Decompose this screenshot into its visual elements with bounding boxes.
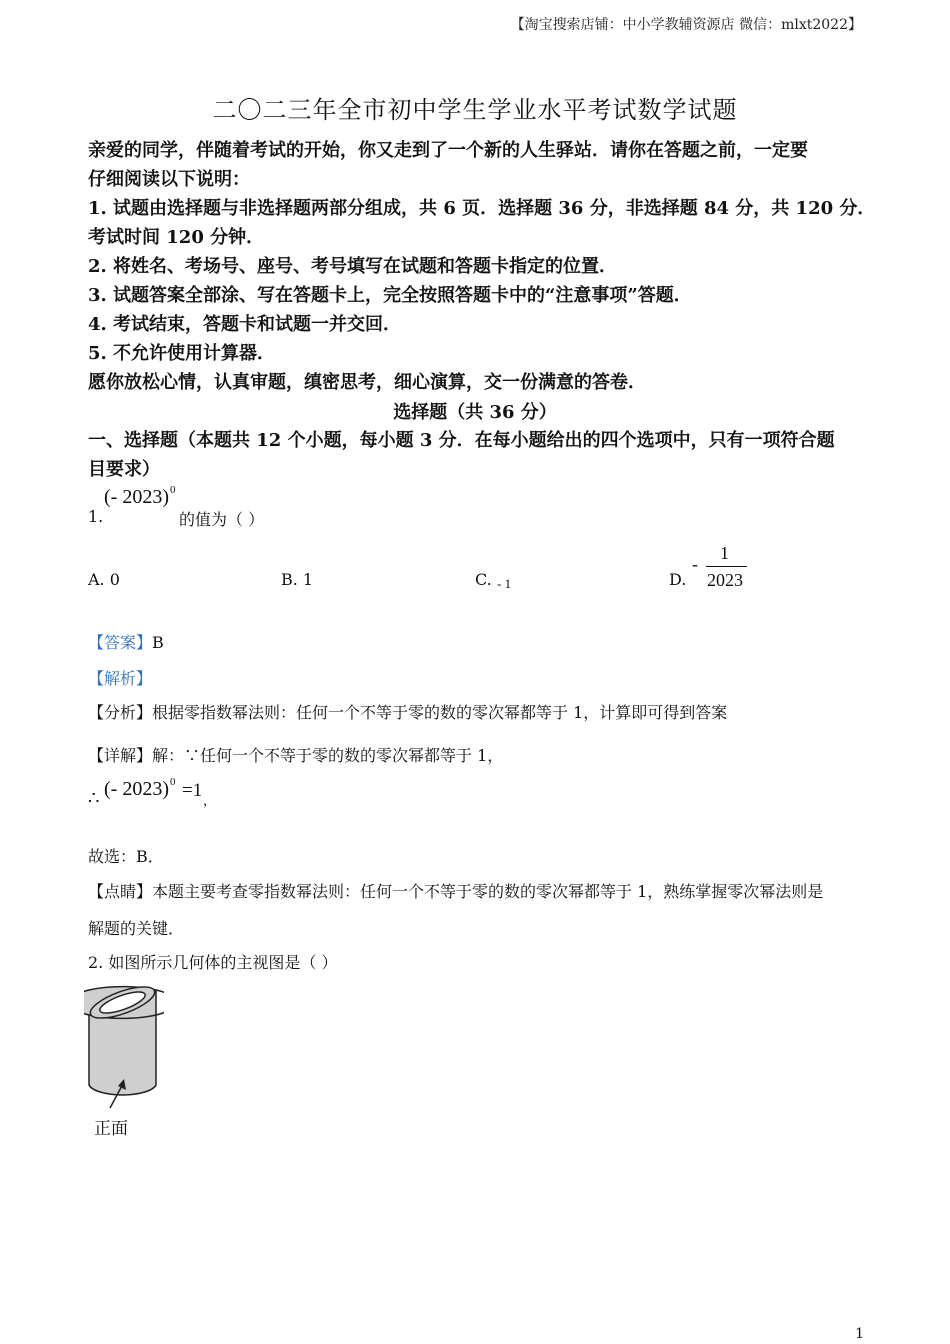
- intro-line: 亲爱的同学，伴随着考试的开始，你又走到了一个新的人生驿站．请你在答题之前，一定要: [88, 140, 808, 161]
- intro-line: 4. 考试结束，答题卡和试题一并交回．: [88, 314, 402, 335]
- part-heading: 目要求）: [88, 459, 160, 480]
- intro-line: 仔细阅读以下说明：: [88, 169, 250, 190]
- page-title: 二〇二三年全市初中学生学业水平考试数学试题: [212, 96, 738, 124]
- calc-comma: ，: [203, 794, 217, 809]
- intro-line: 5. 不允许使用计算器．: [88, 343, 276, 364]
- option-d-denominator: 2023: [707, 570, 743, 590]
- intro-line: 2. 将姓名、考场号、座号、考号填写在试题和答题卡指定的位置．: [88, 256, 618, 277]
- question-stem: 的值为（ ）: [179, 510, 265, 529]
- dianjing-line: 解题的关键．: [88, 919, 185, 938]
- intro-line: 3. 试题答案全部涂、写在答题卡上，完全按照答题卡中的“注意事项”答题．: [88, 285, 692, 306]
- dianjing-line: 【点睛】本题主要考查零指数幂法则：任何一个不等于零的数的零次幂都等于 1，熟练掌握零次幂法则是: [88, 882, 824, 901]
- calc-exponent: 0: [170, 776, 176, 788]
- question-2-stem: 2. 如图所示几何体的主视图是（ ）: [88, 953, 338, 972]
- math-exponent: 0: [170, 484, 176, 496]
- math-expression-base: (- 2023): [104, 486, 169, 508]
- analysis-xiangjie: 【详解】解：∵任何一个不等于零的数的零次幂都等于 1，: [88, 746, 504, 765]
- answer-value: B: [152, 633, 164, 652]
- answer-tag: 【答案】: [88, 633, 153, 652]
- watermark: 【淘宝搜索店铺：中小学教辅资源店 微信：mlxt2022】: [510, 17, 862, 33]
- analysis-tag: 【解析】: [88, 669, 153, 688]
- page-number: 1: [855, 1326, 864, 1342]
- section-title: 选择题（共 36 分）: [393, 402, 557, 423]
- intro-line: 考试时间 120 分钟．: [88, 227, 265, 248]
- conclusion: 故选：B．: [88, 847, 164, 866]
- calc-equals: =1: [182, 780, 203, 801]
- option-c-label: C.: [475, 570, 492, 589]
- cylinder-figure: [84, 980, 164, 1110]
- option-d-sign: -: [692, 554, 698, 574]
- option-d-numerator: 1: [720, 543, 729, 563]
- option-c-value: - 1: [497, 576, 512, 591]
- analysis-fenxi: 【分析】根据零指数幂法则：任何一个不等于零的数的零次幂都等于 1，计算即可得到答案: [88, 703, 728, 722]
- intro-line: 愿你放松心情，认真审题，缜密思考，细心演算，交一份满意的答卷．: [88, 372, 646, 393]
- figure-label: 正面: [94, 1119, 128, 1139]
- question-number: 1.: [88, 507, 104, 526]
- therefore-symbol: ∴: [88, 788, 100, 809]
- intro-line: 1. 试题由选择题与非选择题两部分组成，共 6 页．选择题 36 分，非选择题 84 分，共 120 分．: [88, 198, 876, 219]
- option-b: B. 1: [281, 570, 314, 589]
- option-a: A. 0: [88, 570, 120, 589]
- calc-base: (- 2023): [104, 778, 169, 800]
- part-heading: 一、选择题（本题共 12 个小题，每小题 3 分．在每小题给出的四个选项中，只有一项符合题: [88, 430, 835, 451]
- option-d-label: D.: [669, 570, 687, 589]
